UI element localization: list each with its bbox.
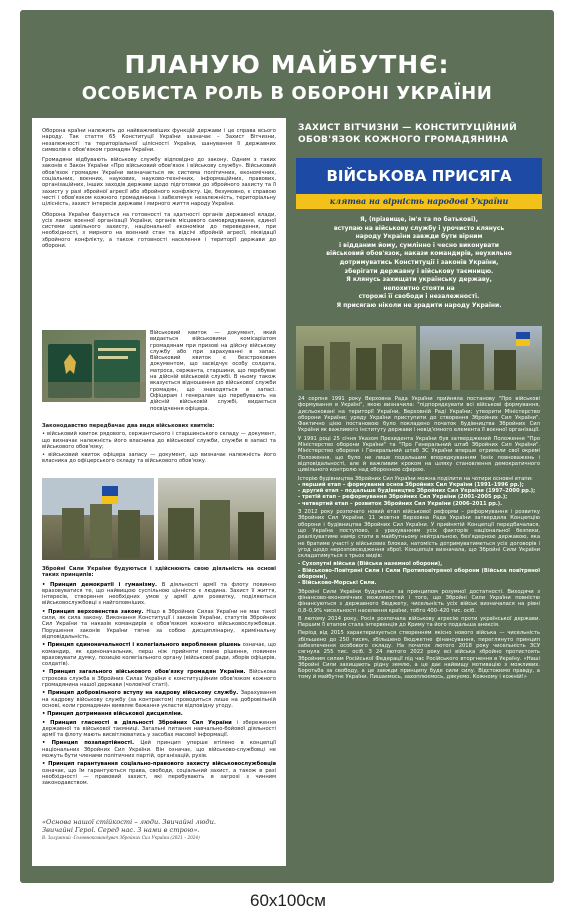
principle-title: • Принцип єдиноначальності і колегіального вироблення рішень [42, 642, 243, 649]
type-item: - Військово-Повітряні Сили і Сили Протиповітряної оборони (Війська повітряної оборони), [298, 567, 540, 581]
oath-line: Я клянусь захищати українську державу, [346, 276, 492, 284]
principle-text: означає, що командир, як єдиноначальник, перш ніж прийняти певне рішення, повинен враховувати думку, позицію колегіального органу (військової ради, зборів офіцерів, солдатів). [42, 642, 277, 668]
quote [42, 818, 272, 842]
stage-item: - четвертий етап – розвиток Збройних Сил України (2006–2011 рр.). [298, 500, 503, 507]
oath-line: Я присягаю ніколи не зрадити народу України. [336, 301, 502, 309]
principle-title: • Принцип дотримання військової дисципліни. [42, 711, 183, 718]
oath-line: зберігати державну і військову таємницю. [344, 267, 494, 275]
law-paragraph: Громадяни відбувають військову службу відповідно до закону. Одним з таких законів є Закон України «Про військовий обов'язок і військову службу». Військовий обов'язок громадян України визначається як система політичних, економічних, соціальних, воєнних, наукових, науково-технічних, інформаційних, правових, організаційних, інших заходів держави щодо підготовки до збройного захисту та її захисту у разі збройної агресії або збройного конфлікту. Це, безумовно, є справою честі і обов'язком кожного громадянина і забезпечує незалежність, територіальну цілісність, захист інтересів держави і мирного життя народу України. [42, 157, 276, 208]
types-list [298, 561, 540, 586]
soldiers-photo-2 [158, 478, 276, 560]
principle-title: • Принцип демократії і гуманізму. [42, 581, 162, 588]
oath-line: Я, (прізвище, ім'я та по батькові), [359, 216, 479, 223]
oath-line: непохитно стояти на [383, 284, 455, 292]
history-paragraph-3: Історію будівництва Збройних Сил України можна поділити на чотири основні етапи: [298, 475, 533, 482]
soldiers-photo-3 [296, 326, 416, 390]
type-item: - Військово-Морські Сили. [298, 580, 377, 587]
right-heading-1: ЗАХИСТ ВІТЧИЗНИ — КОНСТИТУЦІЙНИЙ [298, 123, 517, 133]
quote-line-1: «Основа нашої стійкості – люди. Звичайні люди. [42, 818, 216, 826]
principle-text: Зарахування на кадрову військову службу (за контрактом) проводиться лише на добровільній основі, коли громадянин виявляє бажання укласти відповідну угоду. [42, 690, 276, 709]
defense-paragraph: Оборона України базується на готовності та здатності органів державної влади, усіх ланок воєнної організації України, органів місцевого самоврядування, єдиної системи цивільного захисту, національної економіки до переведення, при необхідності, з мирного на воєнний стан та відсічі збройній агресії, ліквідації збройного конфлікту, а також готовності населення і території держави до оборони. [42, 211, 276, 250]
principle-item [42, 740, 276, 759]
intro-paragraph: Оборона країни належить до найважливіших функцій держави і це справа всього народу. Так стаття 65 Конституції України зазначає – Захист Вітчизни, незалежності та територіальної цілісності України, шанування її державних символів є обов'язком громадян України. [42, 128, 276, 153]
oath-line: сторожі її свободи і незалежності. [358, 293, 480, 301]
principle-text: Військова строкова служба в Збройних Силах України є конституційним обов'язком кожного громадянина нашої держави (чоловічої статі). [42, 669, 276, 689]
oath-line: і відданим йому, сумлінно і чесно виконувати [339, 241, 499, 249]
principle-item [42, 711, 276, 717]
left-column [32, 118, 286, 866]
military-id-photo [42, 330, 146, 402]
principle-title: • Принцип гарантування соціально-правового захисту військовослужбовців [42, 761, 276, 768]
oath-line: військовий обов'язок, накази командирів, неухильно [326, 250, 512, 258]
principle-text: Цей принцип уперше втілено в концепції національних Збройних Сил України. Він означає, що військово-службовці не можуть бути членами політичних партій, організацій, рухів. [42, 740, 276, 760]
oath-line: народу України завжди бути вірним [355, 233, 483, 241]
id-type-item: • військовий квиток рядового, сержантського і старшинського складу — документ, що визначає належність його власника до військової служби, служби в запасі та військового обов'язку; [42, 431, 276, 450]
principle-title: • Принцип верховенства закону. [42, 608, 147, 615]
page-subtitle: ОСОБИСТА РОЛЬ В ОБОРОНІ УКРАЇНИ [81, 83, 493, 104]
principle-item [42, 690, 276, 709]
right-heading-2: ОБОВ'ЯЗОК КОЖНОГО ГРОМАДЯНИНА [298, 135, 509, 145]
principle-text: В діяльності армії та флоту повинно враховуватися те, що найвищою суспільною цінністю є людина. Захист її життя, інтересів, створення необхідних умов у армії для розвитку, поділяються військовослужбовці з найголовніших. [42, 581, 276, 607]
stage-item: - третій етап – реформування Збройних Сил України (2001–2005 рр.); [298, 494, 508, 501]
military-id-paragraph: Військовий квиток — документ, який видається військовими комісаріатом громадянам при призові на дійсну військову службу або при зарахуванні в запас. Військовий квиток є безстроковим документом, що засвідчує особу солдата, матроса, сержанта, старшини, що перебуває на дійсній військовій службі. В ньому також вказується відношення до військової служби громадян, що знаходяться в запасі. Офіцерам і генералам що перебувають на дійсній військовій службі, видається посвідчення офіцера. [150, 330, 276, 412]
principle-item [42, 669, 276, 688]
principle-title: • Принцип позапартійності. [42, 740, 141, 747]
history-paragraph-6: В лютому 2014 року, Росія розпочала військову агресію проти української держави. Першим її етапом стала інтервенція до Криму та його подальша анексія. [298, 615, 540, 629]
size-label: 60x100см [250, 891, 326, 910]
history-paragraph-5: Збройні Сили України будуються за принципом розумної достатності. Виходячи з фінансово-економічних можливостей і того, що Збройні Сили України повністю фінансуються з державного бюджету, чисельність усіх військ визначалася на рівні 0,8–0,9% чисельності населення країни, тобто 400–420 тис. осіб. [298, 588, 540, 614]
history-paragraph-7: Період від 2015 характеризується створенням якісно нового війська — чисельність збільшено до 250 тисяч, збільшено бюджетне фінансування, переглянуто принцип забезпечення особового складу. На початок лютого 2018 року чисельність ЗСУ сягнула 255 тис. осіб. З 24 лютого 2022 року всі війська збройно протистоять Збройним силам Російської Федерації під час Російського вторгнення в Україну. «Наші Збройні Сили захищають рідну землю, а це дає найвищу мотивацію з можливих. Боротьба за свободу, а це завжди принципу буде сили силу. Відстоюємо правду, а тому й майбутнє України. Пишаємось, захоплюємось, дякуємо. Кожному і кожній!» [298, 630, 540, 681]
soldiers-photo-4 [420, 326, 542, 390]
quote-line-2: Звичайні Герої. Серед нас. З нами в строю». [42, 826, 200, 834]
id-type-item: • військовий квиток офіцера запасу — документ, що визначає належність його власника до офіцерського складу та військового обов'язку. [42, 452, 276, 465]
id-types-heading: Законодавство передбачає два види військових квитків: [42, 423, 215, 429]
right-column [296, 118, 542, 866]
principle-title: • Принцип загального військового обов'язку громадян України. [42, 669, 250, 676]
principle-item [42, 609, 276, 640]
principle-text: і збереження державної та військової таємниці. Загальні питання навчально-бойової діяльності армії та флоту мають висвітлюватись у засобах масової інформації. [42, 719, 276, 739]
oath-subtitle: клятва на вірність народові України [296, 194, 542, 209]
principle-title: • Принцип гласності в діяльності Збройних Сил України [42, 719, 237, 726]
principle-text: означає, що їм гарантуються права, свободи, соціальний захист, а також в разі необхідності — правовий захист, які перебувають в загрозі з чинним законодавством. [42, 767, 276, 787]
type-item: - Сухопутні війська (Війська наземної оборони), [298, 561, 443, 568]
principle-item [42, 720, 276, 739]
principle-title: • Принцип добровільного вступу на кадрову військову службу. [42, 690, 241, 697]
stage-item: - перший етап – формування основ Збройних Сил України (1991–1996 рр.); [298, 481, 524, 488]
stage-item: - другий етап – подальше будівництво Збройних Сил України (1997–2000 рр.); [298, 488, 536, 495]
principles-list [42, 582, 276, 787]
oath-title: ВІЙСЬКОВА ПРИСЯГА [296, 158, 542, 194]
soldiers-photo-1 [42, 478, 154, 560]
history-paragraph-2: У 1991 році 25 січня Указом Президента України був затверджений Положення "Про Міністерство оборони України" та "Про Генеральний штаб Збройних Сил України". Міністерство оборони і Генеральний штаб ЗС України вперше отримали свої окремі Положення, що було не лише подальшим впорядкуванням їхніх повноважень і відповідальності, але й важливим кроком на шляху становлення демократичного цивільного контролю над оборонною сферою. [298, 435, 540, 474]
principle-item [42, 761, 276, 786]
stages-list [298, 482, 540, 507]
oath-text [302, 216, 536, 311]
principle-item [42, 582, 276, 607]
oath-line: дотримуватись Конституції і законів України, [339, 258, 499, 266]
oath-line: вступаю на військову службу і урочисто клянусь [333, 224, 505, 232]
principle-text: Ніщо в Збройних Силах України не має такої сили, як сила закону. Виконання Конституції і законів України, статутів Збройних Сил України та наказів командирів є обов'язком кожного військовослужбовця. Порушення законів України тягне за собою дисциплінарну, кримінальну відповідальність. [42, 608, 276, 640]
history-text [298, 396, 540, 681]
quote-author: В. Залужний -Головнокомандувач Збройних Сил України (2021 – 2024) [42, 835, 200, 840]
principle-item [42, 642, 276, 667]
page-title: ПЛАНУЮ МАЙБУТНЄ: [124, 50, 450, 79]
history-paragraph-4: З 2012 року розпочато новий етап військової реформи – реформування і розвитку Збройних Сил України. 11 жовтня Верховна Рада України затвердила Концепцію оборони і будівництва Збройних Сил України. У прийнятій Концепції передбачалася, що Україна поступово, з урахуванням усіх факторів національної безпеки, реалізуватиме намір стати в майбутньому нейтральною, без'ядерною державою, яка не братиме участі у військових блоках, натомість дотримуватиметься усіх договорів і угод щодо нерозповсюдження зброї. Концепція визначала, що Збройні Сили України складатимуться з трьох видів: [298, 509, 540, 560]
principles-heading: Збройні Сили України будуються і здійснюють свою діяльність на основі таких принципів: [42, 566, 276, 579]
history-paragraph-1: 24 серпня 1991 року Верховна Рада України прийняла постанову "Про військові формування в Україні", якою визначила: "підпорядкувати всі військові формування, дисльоковані на території України, Верховній Раді України; утворити Міністерство оборони України; уряду України приступити до створення Збройних Сил України". Фактично цією постановою було покладено початок будівництва Збройних Сил України як важливого інституту держави і невід'ємного елемента її воєнної організації. [298, 396, 540, 434]
